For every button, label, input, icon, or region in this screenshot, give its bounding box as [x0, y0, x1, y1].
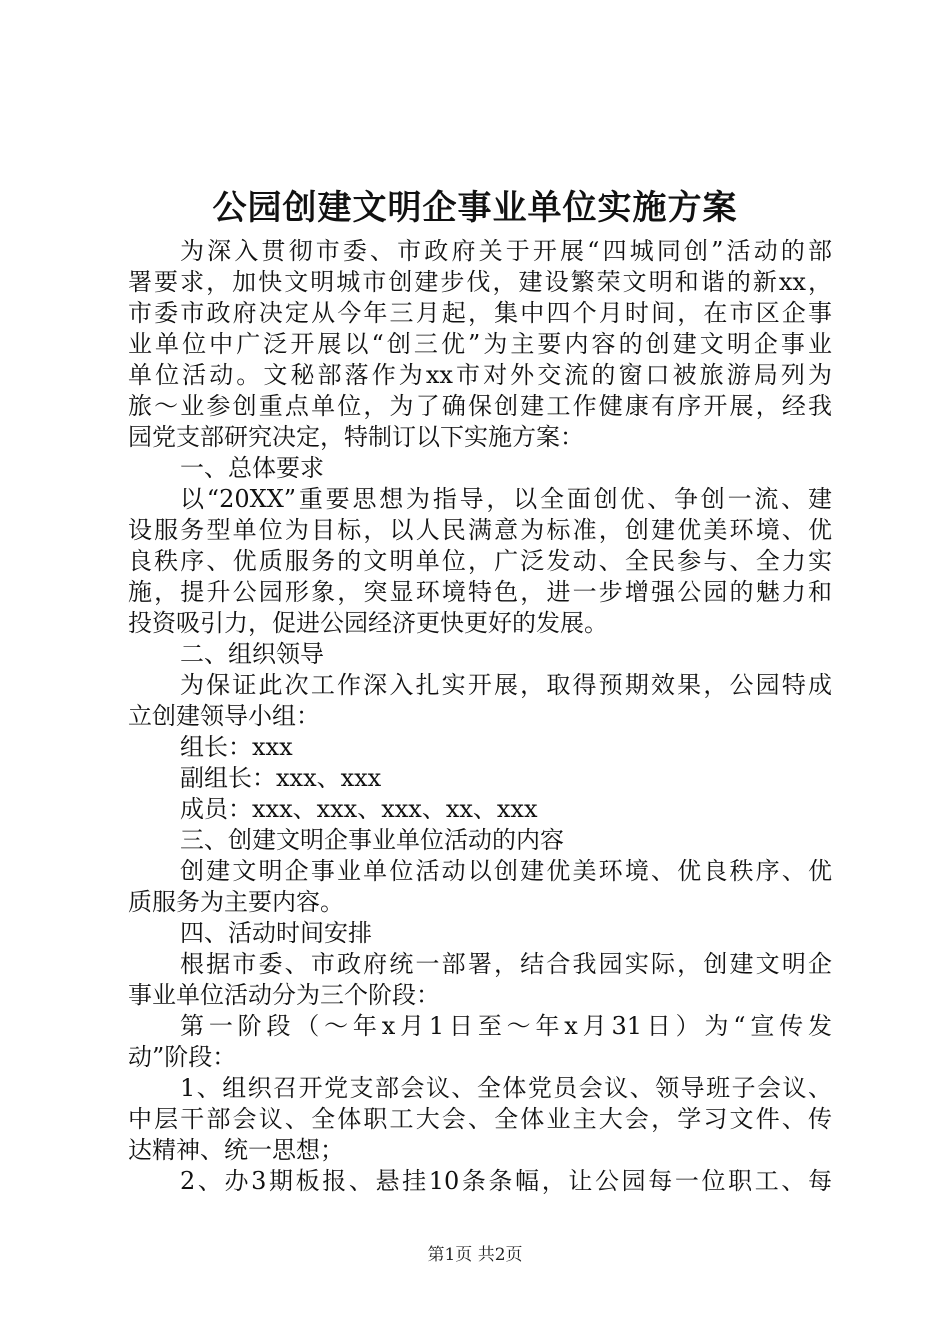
body-line: 为深入贯彻市委、市政府关于开展“四城同创”活动的部 [180, 237, 832, 265]
body-line: 为保证此次工作深入扎实开展，取得预期效果，公园特成 [180, 671, 832, 699]
document-title: 公园创建文明企事业单位实施方案 [212, 188, 738, 228]
body-line: 旅～业参创重点单位，为了确保创建工作健康有序开展，经我 [128, 392, 832, 420]
body-line: 根据市委、市政府统一部署，结合我园实际，创建文明企 [180, 950, 832, 978]
body-line: 立创建领导小组： [128, 702, 320, 730]
section-heading: 三、创建文明企事业单位活动的内容 [180, 826, 564, 854]
page-footer: 第1页 共2页 [427, 1245, 523, 1265]
body-line: 第一阶段（～年x月1日至～年x月31日）为“宣传发 [180, 1012, 832, 1040]
body-line: 良秩序、优质服务的文明单位，广泛发动、全民参与、全力实 [128, 547, 832, 575]
section-heading: 一、总体要求 [180, 454, 324, 482]
body-line: 事业单位活动分为三个阶段： [128, 981, 440, 1009]
body-line: 园党支部研究决定，特制订以下实施方案： [128, 423, 584, 451]
body-line: 1、组织召开党支部会议、全体党员会议、领导班子会议、 [180, 1074, 832, 1102]
section-heading: 四、活动时间安排 [180, 919, 372, 947]
body-line: 施，提升公园形象，突显环境特色，进一步增强公园的魅力和 [128, 578, 832, 606]
section-heading: 二、组织领导 [180, 640, 324, 668]
body-line: 中层干部会议、全体职工大会、全体业主大会，学习文件、传 [128, 1105, 832, 1133]
body-line: 2、办3期板报、悬挂10条条幅，让公园每一位职工、每 [180, 1167, 832, 1195]
body-line: 署要求，加快文明城市创建步伐，建设繁荣文明和谐的新xx， [128, 268, 832, 296]
body-line: 达精神、统一思想； [128, 1136, 344, 1164]
leader-line: 组长：xxx [180, 733, 293, 761]
body-line: 设服务型单位为目标，以人民满意为标准，创建优美环境、优 [128, 516, 832, 544]
body-line: 投资吸引力，促进公园经济更快更好的发展。 [128, 609, 608, 637]
body-line: 动”阶段： [128, 1043, 237, 1071]
body-line: 单位活动。文秘部落作为xx市对外交流的窗口被旅游局列为 [128, 361, 832, 389]
body-line: 市委市政府决定从今年三月起，集中四个月时间，在市区企事 [128, 299, 832, 327]
body-line: 以“20XX”重要思想为指导，以全面创优、争创一流、建 [180, 485, 832, 513]
deputy-leader-line: 副组长：xxx、xxx [180, 764, 382, 792]
body-line: 质服务为主要内容。 [128, 888, 344, 916]
members-line: 成员：xxx、xxx、xxx、xx、xxx [180, 795, 538, 823]
document-body [128, 236, 832, 1197]
body-line: 创建文明企事业单位活动以创建优美环境、优良秩序、优 [180, 857, 832, 885]
body-line: 业单位中广泛开展以“创三优”为主要内容的创建文明企事业 [128, 330, 832, 358]
